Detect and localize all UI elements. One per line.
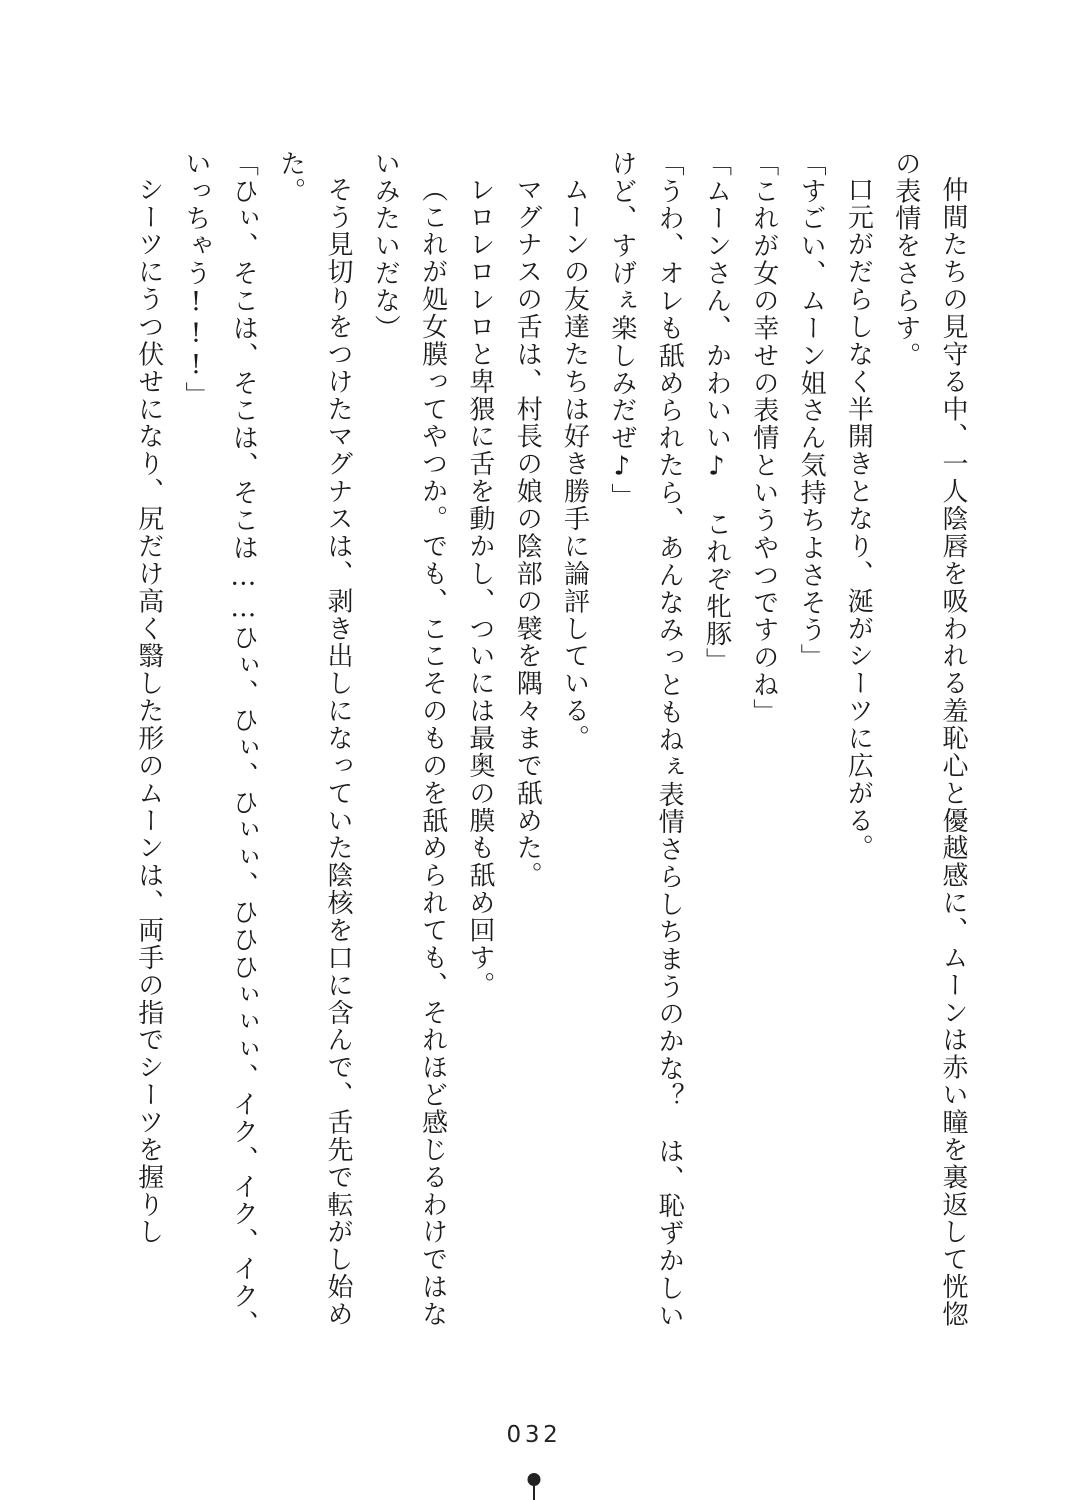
paragraph: 仲間たちの見守る中、一人陰唇を吸われる羞恥心と優越感に、ムーンは赤い瞳を裏返して恍惚の表情をさらす。 [890,150,968,1329]
paragraph: マグナスの舌は、村長の娘の陰部の襞を隅々まで舐めた。 [512,176,543,890]
paragraph: そう見切りをつけたマグナスは、剥き出しになっていた陰核を口に含んで、舌先で転がし始めた。 [275,150,353,1329]
paragraph: レロレロレロと卑猥に舌を動かし、ついには最奥の膜も舐め回す。 [464,176,495,999]
paragraph: ムーンの友達たちは好き勝手に論評している。 [559,176,590,753]
folio-rule-ornament [533,1484,535,1500]
paragraph: シーツにうつ伏せになり、尻だけ高く翳した形のムーンは、両手の指でシーツを握りし [133,176,164,1246]
paragraph-dialogue: 「ムーンさん、かわいい♪ これぞ牝豚」 [701,150,732,676]
paragraph-dialogue: 「これが女の幸せの表情というやつですのね」 [748,150,779,727]
page-number: 032 [506,1422,562,1448]
paragraph-parenthetical: （これが処女膜ってやつか。でも、ここそのものを舐められても、それほど感じるわけではないみたいだな） [370,150,448,1329]
vertical-text-body [133,150,976,1340]
paragraph: 口元がだらしなく半開きとなり、涎がシーツに広がる。 [843,176,874,862]
paragraph-dialogue: 「うわ、オレも舐められたら、あんなみっともねぇ表情さらしちまうのかな？ は、恥ずかしいけど、すげぇ楽しみだぜ♪」 [606,150,685,1330]
paragraph-dialogue: 「ひぃ、そこは、そこは、そこは……ひぃ、ひぃ、ひぃぃ、ひひひぃぃぃ、イク、イク、イク、いっちゃう!!!」 [181,150,259,1338]
paragraph-dialogue: 「すごい、ムーン姐さん気持ちよさそう」 [796,150,827,672]
